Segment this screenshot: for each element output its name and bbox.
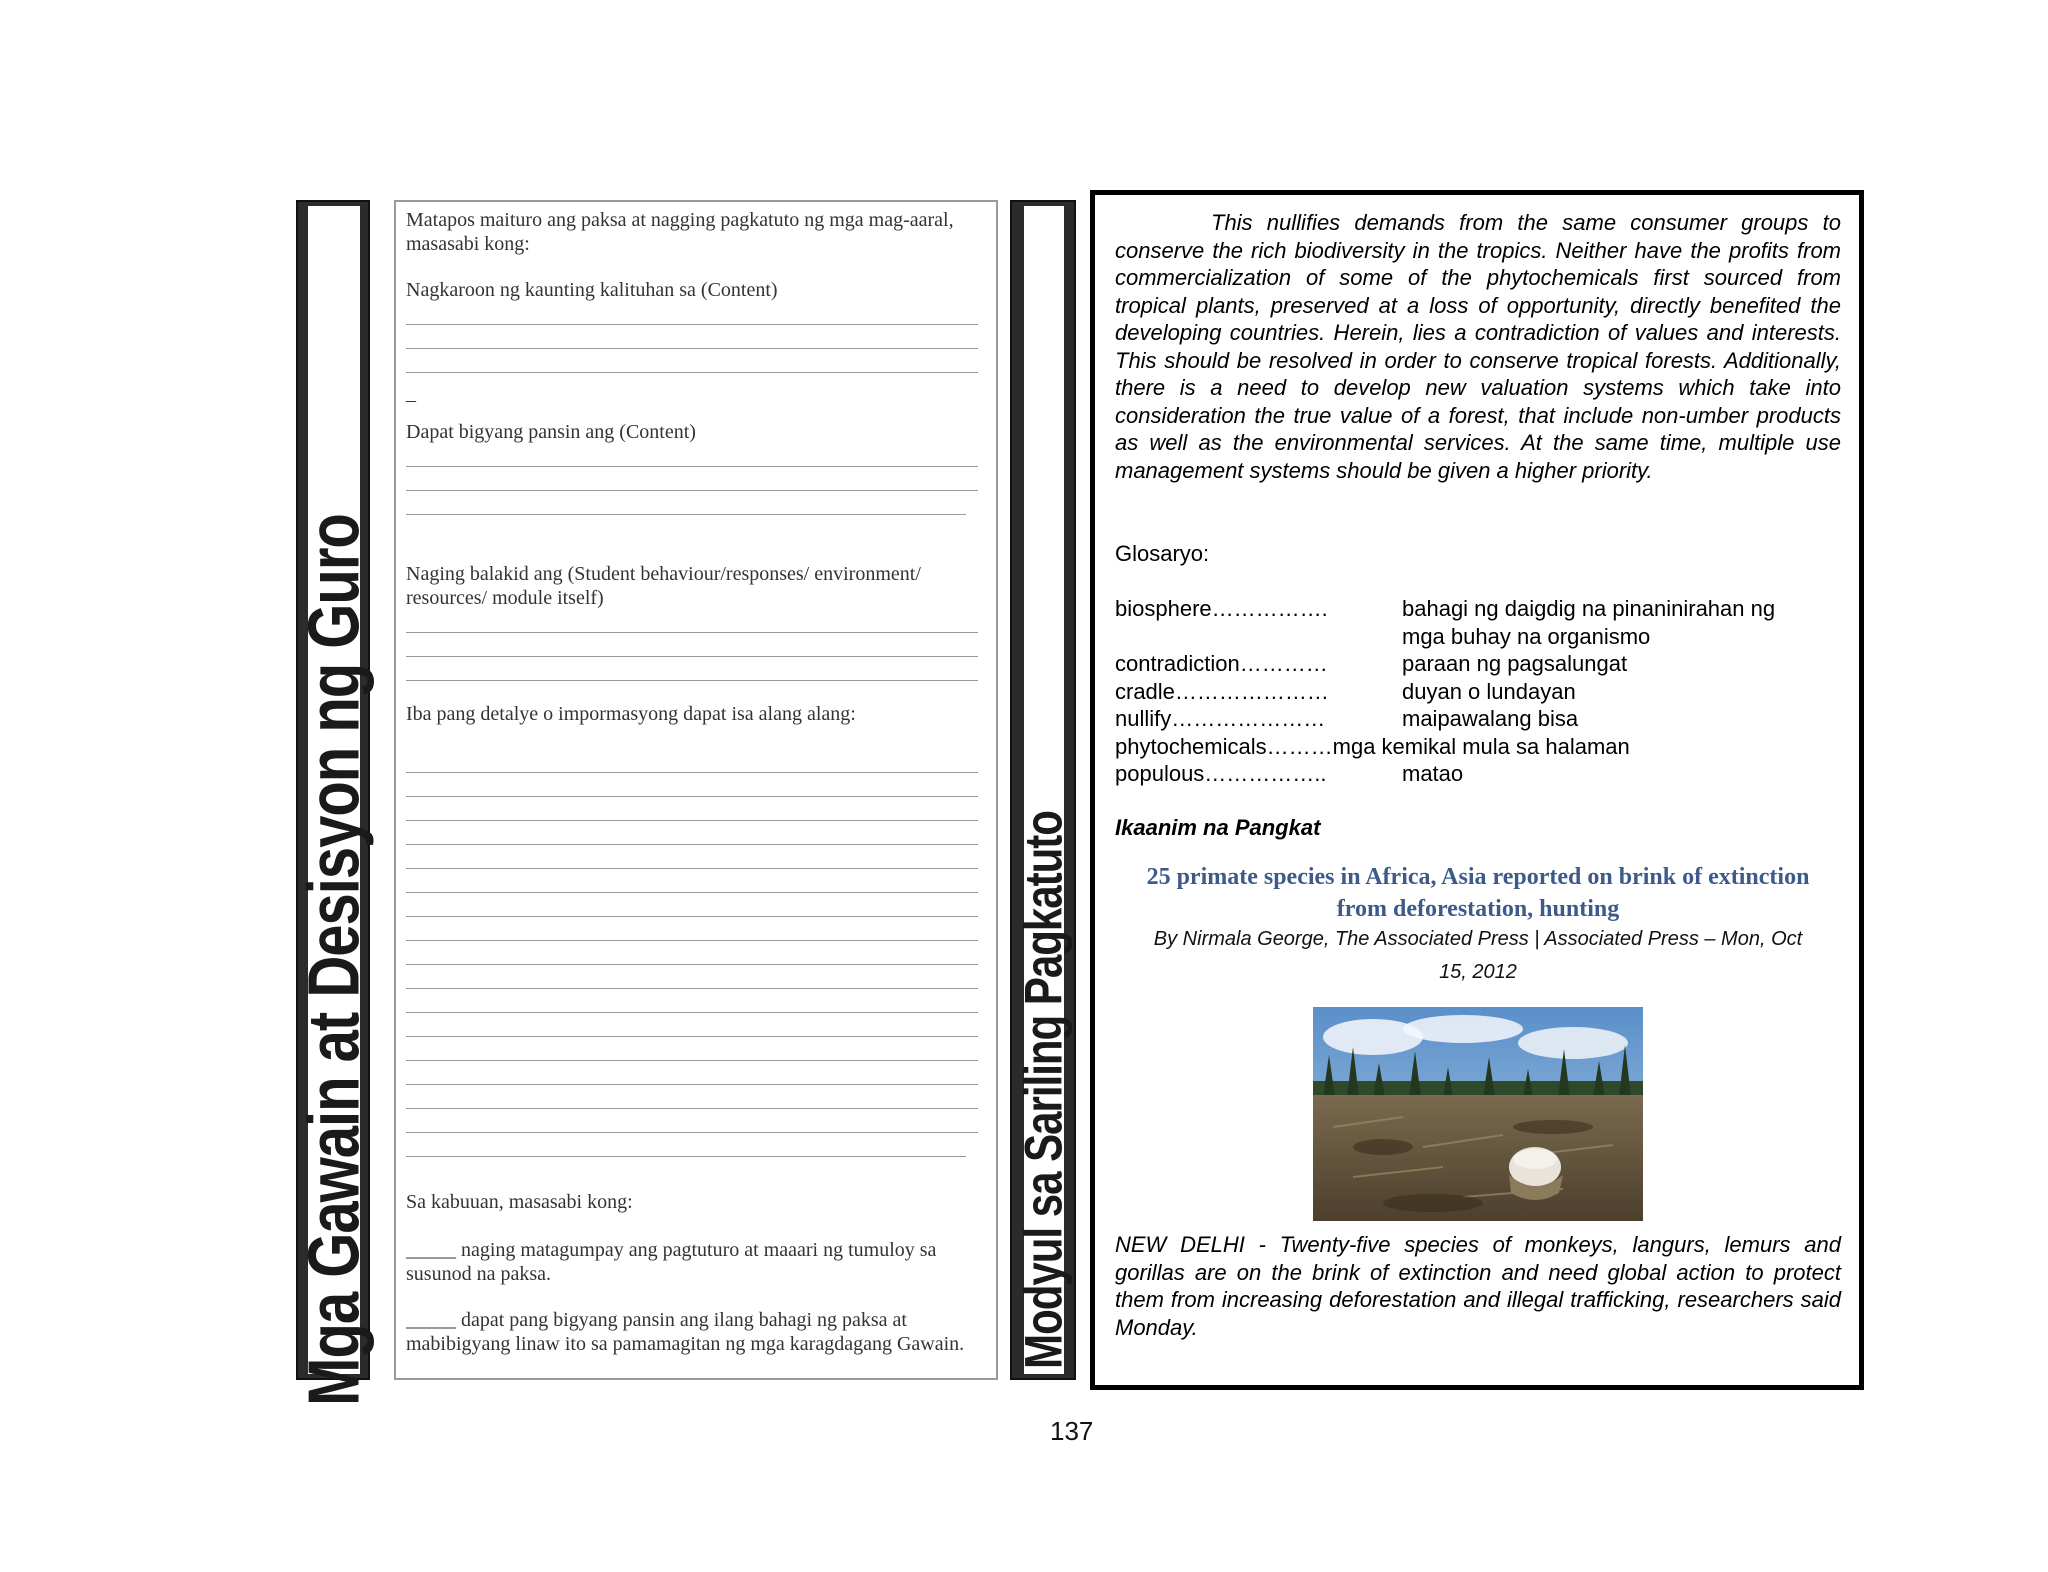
blank-line[interactable]: [406, 844, 978, 845]
left-banner-title: Mga Gawain at Desisyon ng Guro: [293, 514, 375, 1406]
blank-line[interactable]: [406, 1012, 978, 1013]
form-option-success: _____ naging matagumpay ang pagtuturo at maaari ng tumuloy sa susunod na paksa.: [406, 1239, 937, 1285]
glossary-definition: maipawalang bisa: [1402, 706, 1579, 731]
left-banner-inner: [293, 206, 375, 1406]
glossary-term: phytochemicals………mga kemikal mula sa halaman: [1115, 733, 1630, 759]
blank-line[interactable]: [406, 820, 978, 821]
blank-line[interactable]: [406, 1108, 978, 1109]
blank-line[interactable]: [406, 1060, 978, 1061]
blank-line[interactable]: [406, 796, 978, 797]
article-title-line-1: 25 primate species in Africa, Asia reported on brink of extinction: [1146, 864, 1810, 890]
form-intro: Matapos maituro ang paksa at nagging pagkatuto ng mga mag-aaral, masasabi kong:: [406, 209, 954, 255]
deforestation-photo: [1313, 1007, 1643, 1221]
blank-line[interactable]: [406, 656, 978, 657]
glossary-definition: matao: [1402, 761, 1464, 786]
form-question-attention: Dapat bigyang pansin ang (Content): [406, 421, 696, 443]
blank-line[interactable]: [406, 892, 978, 893]
article-body: NEW DELHI - Twenty-five species of monkeys, langurs, lemurs and gorillas are on the brink of extinction and need global action to protect them from increasing deforestation and illegal trafficking, researchers said Monday.: [1115, 1232, 1841, 1340]
middle-banner-title: Modyul sa Sariling Pagkatuto: [1014, 811, 1073, 1369]
form-question-confusion: Nagkaroon ng kaunting kalituhan sa (Content): [406, 279, 778, 301]
blank-line[interactable]: [406, 964, 978, 965]
blank-line[interactable]: [406, 514, 966, 515]
blank-line[interactable]: [406, 1036, 978, 1037]
blank-line[interactable]: [406, 372, 978, 373]
blank-line[interactable]: [406, 680, 978, 681]
blank-line[interactable]: [406, 1132, 978, 1133]
article-title-line-2: from deforestation, hunting: [1336, 896, 1620, 922]
blank-line[interactable]: [406, 868, 978, 869]
glossary-definition: duyan o lundayan: [1402, 678, 1576, 704]
stray-dash: –: [406, 389, 416, 411]
glossary-definition: bahagi ng daigdig na pinaninirahan ng: [1402, 596, 1776, 621]
blank-line[interactable]: [406, 466, 978, 467]
blank-line[interactable]: [406, 490, 978, 491]
section-heading: Ikaanim na Pangkat: [1115, 815, 1321, 840]
glossary-term: cradle…………………: [1115, 678, 1329, 704]
blank-line[interactable]: [406, 632, 978, 633]
blank-line[interactable]: [406, 1156, 966, 1157]
teacher-reflection-form: [394, 200, 998, 1380]
intro-paragraph-text: This nullifies demands from the same consumer groups to conserve the rich biodiversity in the tropics. Neither have the profits from commercialization of some of the phytochemicals first sourced from tropical plants, preserved at a loss of opportunity, directly benefited the developing countries. Herein, lies a contradiction of values and interests. This should be resolved in order to conserve tropical forests. Additionally, there is a need to develop new valuation systems which take into consideration the true value of a forest, that include non-umber products as well as the environmental services. At the same time, multiple use management systems should be given a higher priority.: [1115, 210, 1841, 483]
intro-paragraph: [1115, 209, 1841, 484]
blank-line[interactable]: [406, 988, 978, 989]
blank-line[interactable]: [406, 940, 978, 941]
glossary-term: nullify…………………: [1115, 706, 1326, 731]
blank-line[interactable]: [406, 348, 978, 349]
glossary-term: biosphere…………….: [1115, 596, 1328, 621]
middle-banner-inner: [1014, 206, 1073, 1374]
page-number: 137: [1050, 1416, 1094, 1446]
glossary-title: Glosaryo:: [1115, 541, 1210, 566]
article-byline-line-1: By Nirmala George, The Associated Press | Associated Press – Mon, Oct: [1153, 928, 1803, 950]
article-byline-line-2: 15, 2012: [1439, 961, 1517, 983]
form-option-needs-attention: _____ dapat pang bigyang pansin ang ilang bahagi ng paksa at mabibigyang linaw ito sa pamamagitan ng mga karagdagang Gawain.: [406, 1309, 965, 1355]
form-question-other-details: Iba pang detalye o impormasyong dapat isa alang alang:: [406, 703, 856, 725]
blank-line[interactable]: [406, 772, 978, 773]
blank-line[interactable]: [406, 324, 978, 325]
blank-line[interactable]: [406, 916, 978, 917]
glossary-definition: paraan ng pagsalungat: [1402, 651, 1628, 676]
left-side-banner: [293, 200, 375, 1406]
glossary-definition: mga buhay na organismo: [1402, 623, 1651, 649]
form-question-obstacle: Naging balakid ang (Student behaviour/responses/ environment/ resources/ module itself): [406, 563, 921, 609]
glossary-term: contradiction…………: [1115, 651, 1328, 676]
form-summary-label: Sa kabuuan, masasabi kong:: [406, 1191, 633, 1213]
module-content-box: [1090, 190, 1864, 1390]
glossary-term: populous……………..: [1115, 761, 1327, 786]
middle-side-banner: [1010, 200, 1076, 1380]
blank-line[interactable]: [406, 1084, 978, 1085]
